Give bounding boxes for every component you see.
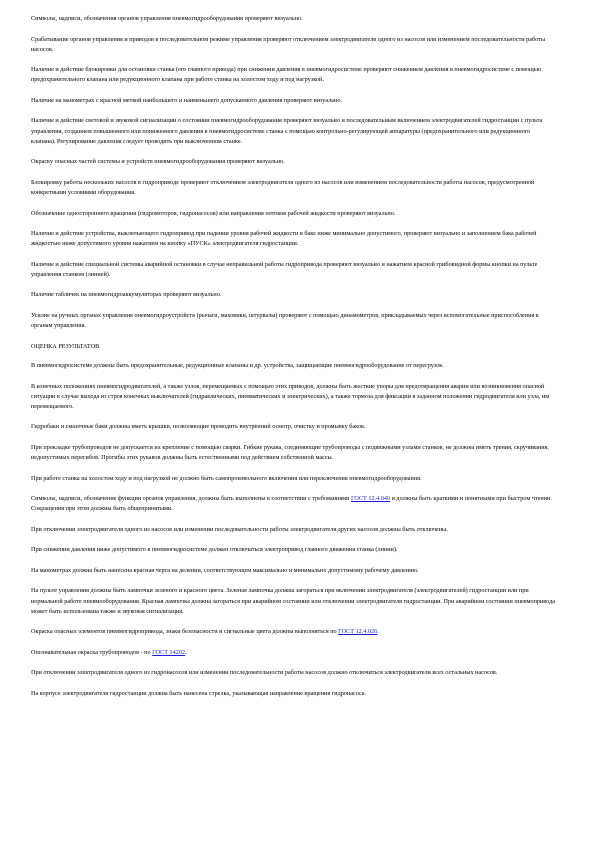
paragraph-text: В конечных положениях пневмогидродвигателей, а также узлов, перемещаемых с помощью этих приводов, должны быть жесткие упоры для предотвращения аварии или возникновения опасной ситуации в случае выхода из строя конечных выключателей (гидравлических, пневматических и электрических), а также тормоза для фиксации в заданном положении гидродвигателя или узла, им перемещаемого. bbox=[31, 382, 550, 410]
paragraph-text: При отключении электродвигателя одного из гидронасосов или изменении последовательности работы насосов должно отключиться электродвигатели всех остальных насосов. bbox=[31, 669, 498, 677]
body-paragraph bbox=[31, 14, 555, 24]
paragraph-text: При прокладке трубопроводов не допускается их крепление с помощью сварки. Гибкие рукава, соединяющие трубопроводы с подвижными узлами станков, не должны иметь трения, скручивания, недопустимых перегибов. Прогибы этих рукавов должны быть естественными под действием собственной массы. bbox=[31, 443, 549, 462]
body-paragraph bbox=[31, 668, 555, 678]
body-paragraph bbox=[31, 229, 555, 249]
paragraph-text: На пульте управления должны быть лампочки зеленого и красного цвета. Зеленая лампочка должна загораться при включении электродвигателя (электродвигателей) гидростанции или при нормальной работе пневмооборудования. Красная лампочка должна загораться при аварийном состоянии или отключении электродвигателя гидростанции. При аварийном состоянии пневмопривода может быть использована также и звуковая сигнализация. bbox=[31, 587, 555, 615]
body-paragraph bbox=[31, 35, 555, 55]
section-heading bbox=[31, 342, 555, 352]
paragraph-text: Окраска опасных элементов пневмогидропривода, знаки безопасности и сигнальные цвета должны выполняться по bbox=[31, 628, 339, 636]
body-paragraph bbox=[31, 545, 555, 555]
paragraph-text: Наличие и действие блокировки для остановки станка (его главного привода) при снижении давления в пневмогидросистеме проверяют снижением давления в пневмогидросистеме с помощью предохранительного клапана или редукционного клапана при работе станка на холостом ходу и под нагрузкой. bbox=[31, 66, 542, 84]
paragraph-text-tail: и должны быть краткими и понятными при быстром чтении. Сокращения при этом должны быть общепринятыми. bbox=[31, 495, 552, 513]
body-paragraph bbox=[31, 689, 555, 699]
gost-reference-link[interactable]: ГОСТ 12.4.026 bbox=[338, 628, 378, 636]
body-paragraph bbox=[31, 422, 555, 432]
paragraph-text-tail: . bbox=[377, 628, 379, 636]
body-paragraph bbox=[31, 474, 555, 484]
body-paragraph bbox=[31, 586, 555, 617]
body-paragraph bbox=[31, 494, 555, 514]
paragraph-text: При снижении давления ниже допустимого в пневмогидросистеме должен отключаться электропривод главного движения станка (линии). bbox=[31, 546, 398, 554]
paragraph-text: Наличие на манометрах с красной меткой наибольшего и наименьшего допускаемого давления проверяют визуально. bbox=[31, 96, 343, 104]
body-paragraph bbox=[31, 260, 555, 280]
paragraph-text-tail: . bbox=[185, 648, 187, 656]
body-paragraph bbox=[31, 525, 555, 535]
paragraph-text: Символы, надписи, обозначение функции органов управления, должны быть выполнены в соответствии с требованиями bbox=[31, 495, 351, 503]
paragraph-text: Наличие и действие световой и звуковой сигнализации о состоянии пневмогидрооборудования проверяют визуально и последовательным включением электродвигателей гидростанции с пульта управления, созданием повышенного или пониженного давления в пневмогидросистеме станка с помощью контрольно-регулирующей аппаратуры (предохранительного или редукционного клапана). Регулирование давления следует проводить при выключенном станке. bbox=[31, 117, 543, 145]
body-paragraph bbox=[31, 648, 555, 658]
paragraph-text: Символы, надписи, обозначения органов управления пневмогидрооборудования проверяют визуально. bbox=[31, 15, 303, 22]
paragraph-text: Срабатывание органов управления и приводов в последовательном режиме управления проверяют отключением электродвигателя одного из насосов или изменением последовательности работы насосов. bbox=[31, 35, 546, 53]
paragraph-text: Опознавательная окраска трубопроводов - по bbox=[31, 648, 153, 656]
body-paragraph bbox=[31, 361, 555, 371]
body-paragraph bbox=[31, 209, 555, 219]
body-paragraph bbox=[31, 566, 555, 576]
paragraph-text: Наличие и действие специальной системы аварийной остановки в случае неправильной работы гидропривода проверяют визуально и нажатием красной грибовидной формы кнопки на пульте управления станком (линией). bbox=[31, 260, 538, 278]
paragraph-text: Наличие и действие устройства, выключающего гидропривод при падении уровня рабочей жидкости в баке ниже минимально допустимого, проверяют визуально и заполнением бака рабочей жидкостью ниже допустимого уровня нажатием на кнопку «ПУСК» электродвигателя гидростанции. bbox=[31, 230, 537, 248]
paragraph-text: Усилие на ручных органах управления пневмогидроустройств (рычаги, маховики, штурвалы) проверяют с помощью динамометров, прикладываемых через вспомогательные приспособления к органам управления. bbox=[31, 311, 539, 330]
body-paragraph bbox=[31, 116, 555, 147]
body-paragraph bbox=[31, 311, 555, 331]
paragraph-text: При работе станка на холостом ходу и под нагрузкой не должно быть самопроизвольного включения или переключения пневмогидрооборудования. bbox=[31, 474, 422, 482]
paragraph-text: Наличие табличек на пневмогидроаккумуляторах проверяют визуально. bbox=[31, 291, 222, 299]
paragraph-text: Гидробаки и смазочные баки должны иметь крышки, позволяющие проводить внутренний осмотр, очистку и промывку баков. bbox=[31, 423, 366, 431]
paragraph-text: Окраску опасных частей системы и устройств пневмогидрооборудования проверяют визуально. bbox=[31, 158, 285, 166]
paragraph-text: Блокировку работы нескольких насосов в гидроприводе проверяют отключением электродвигателя одного из насосов или изменением последовательности работы насосов, предусмотренной конкретными условиями оборудования. bbox=[31, 178, 535, 197]
body-paragraph bbox=[31, 382, 555, 413]
body-paragraph bbox=[31, 627, 555, 637]
body-paragraph bbox=[31, 65, 555, 85]
body-paragraph bbox=[31, 157, 555, 167]
paragraph-text: На корпусе электродвигателя гидростанции должна быть нанесена стрелка, указывающая направление вращения гидронасоса. bbox=[31, 689, 367, 697]
body-paragraph bbox=[31, 290, 555, 300]
body-paragraph bbox=[31, 178, 555, 198]
paragraph-text: При отключении электродвигателя одного из насосов или изменении последовательности работы электродвигателя других насосов должны быть отключены. bbox=[31, 525, 448, 533]
paragraph-text: На манометрах должна быть нанесена красная черта на делении, соответствующем максимально и минимально допустимому рабочему давлению. bbox=[31, 566, 419, 574]
gost-reference-link[interactable]: ГОСТ 14202 bbox=[152, 648, 186, 656]
gost-reference-link[interactable]: ГОСТ 12.4.040 bbox=[350, 495, 391, 503]
body-paragraph bbox=[31, 96, 555, 106]
body-paragraph bbox=[31, 443, 555, 463]
paragraph-text: В пневмогидросистеме должны быть предохранительные, редукционные клапаны и др. устройства, защищающие пневмогидрооборудование от перегрузок. bbox=[31, 362, 444, 370]
paragraph-text: Обозначение одностороннего вращения (гидромоторов, гидронасосов) или направления потоков рабочей жидкости проверяют визуально. bbox=[31, 209, 396, 217]
paragraph-text: ОЦЕНКА РЕЗУЛЬТАТОВ bbox=[31, 342, 100, 350]
